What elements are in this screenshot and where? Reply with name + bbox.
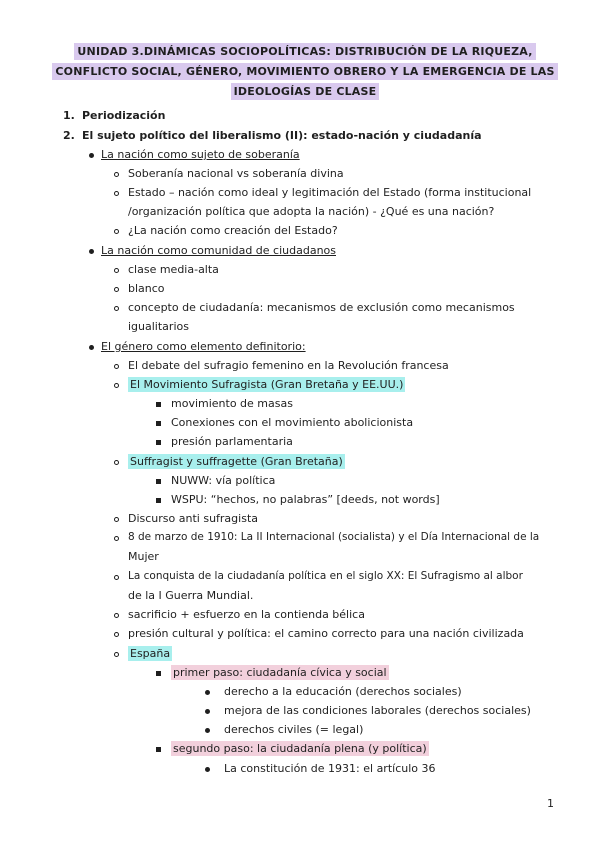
outline-subitem: ¿La nación como creación del Estado? bbox=[128, 224, 338, 237]
outline-subsubitem: movimiento de masas bbox=[171, 397, 293, 410]
outline-subitem: blanco bbox=[128, 282, 165, 295]
bullet-circle bbox=[114, 567, 119, 586]
bullet-disc bbox=[89, 145, 94, 164]
outline-item-1: Periodización bbox=[82, 109, 166, 122]
numbered-marker-1: 1. bbox=[63, 109, 75, 122]
bullet-disc bbox=[89, 337, 94, 356]
bullet-disc bbox=[205, 682, 210, 701]
outline-subitem: concepto de ciudadanía: mecanismos de exclusión como mecanismos bbox=[128, 301, 515, 314]
bullet-circle bbox=[114, 605, 119, 624]
bullet-disc bbox=[205, 759, 210, 778]
outline-level4-item: mejora de las condiciones laborales (derechos sociales) bbox=[224, 704, 531, 717]
bullet-square bbox=[156, 739, 161, 758]
outline-subitem-continued: de la I Guerra Mundial. bbox=[128, 589, 254, 602]
outline-bullet-3: El género como elemento definitorio: bbox=[101, 340, 306, 353]
outline-subitem-highlighted bbox=[128, 375, 405, 394]
outline-subsubitem-highlighted bbox=[171, 663, 389, 682]
highlight-cyan: El Movimiento Sufragista (Gran Bretaña y EE.UU.) bbox=[130, 378, 404, 391]
bullet-circle bbox=[114, 624, 119, 643]
outline-subitem: Discurso anti sufragista bbox=[128, 512, 258, 525]
bullet-circle bbox=[114, 183, 119, 202]
outline-level4-item: derechos civiles (= legal) bbox=[224, 723, 364, 736]
outline-subsubitem: Conexiones con el movimiento abolicionista bbox=[171, 416, 414, 429]
numbered-marker-2: 2. bbox=[63, 129, 75, 142]
highlight-cyan: Suffragist y suffragette (Gran Bretaña) bbox=[130, 455, 343, 468]
outline-level4-item: La constitución de 1931: el artículo 36 bbox=[224, 762, 436, 775]
outline-subsubitem: WSPU: “hechos, no palabras” [deeds, not words] bbox=[171, 493, 440, 506]
bullet-circle bbox=[114, 528, 119, 547]
outline-subitem-continued: Mujer bbox=[128, 550, 159, 563]
outline-subitem: Soberanía nacional vs soberanía divina bbox=[128, 167, 344, 180]
outline-level4-item: derecho a la educación (derechos sociales) bbox=[224, 685, 462, 698]
outline-subsubitem-highlighted bbox=[171, 739, 429, 758]
bullet-square bbox=[156, 663, 161, 682]
outline-subitem: clase media-alta bbox=[128, 263, 219, 276]
outline-subitem: La conquista de la ciudadanía política en el siglo XX: El Sufragismo al albor bbox=[128, 570, 523, 582]
document-title bbox=[50, 42, 560, 102]
bullet-square bbox=[156, 490, 161, 509]
bullet-circle bbox=[114, 452, 119, 471]
bullet-circle bbox=[114, 356, 119, 375]
bullet-circle bbox=[114, 164, 119, 183]
highlight-cyan: España bbox=[130, 647, 171, 660]
outline-subitem: El debate del sufragio femenino en la Revolución francesa bbox=[128, 359, 449, 372]
bullet-circle bbox=[114, 509, 119, 528]
bullet-disc bbox=[205, 720, 210, 739]
bullet-square bbox=[156, 432, 161, 451]
bullet-square bbox=[156, 471, 161, 490]
bullet-square bbox=[156, 394, 161, 413]
bullet-circle bbox=[114, 375, 119, 394]
outline-subitem-continued: /organización política que adopta la nación) - ¿Qué es una nación? bbox=[128, 205, 495, 218]
bullet-disc bbox=[205, 701, 210, 720]
outline-bullet-2: La nación como comunidad de ciudadanos bbox=[101, 244, 336, 257]
bullet-disc bbox=[89, 241, 94, 260]
bullet-circle bbox=[114, 279, 119, 298]
bullet-square bbox=[156, 413, 161, 432]
document-title-text: UNIDAD 3.DINÁMICAS SOCIOPOLÍTICAS: DISTRIBUCIÓN DE LA RIQUEZA, CONFLICTO SOCIAL, GÉNERO, MOVIMIENTO OBRERO Y LA EMERGENCIA DE LAS IDEOLOGÍAS DE CLASE bbox=[52, 43, 557, 100]
outline-subitem-highlighted bbox=[128, 644, 172, 663]
outline-subsubitem: presión parlamentaria bbox=[171, 435, 293, 448]
bullet-circle bbox=[114, 644, 119, 663]
outline-subitem-highlighted bbox=[128, 452, 345, 471]
outline-bullet-1: La nación como sujeto de soberanía bbox=[101, 148, 300, 161]
page-number: 1 bbox=[547, 797, 554, 810]
bullet-circle bbox=[114, 260, 119, 279]
outline-subitem: sacrificio + esfuerzo en la contienda bélica bbox=[128, 608, 365, 621]
outline-subsubitem: NUWW: vía política bbox=[171, 474, 276, 487]
bullet-circle bbox=[114, 221, 119, 240]
outline-subitem-continued: igualitarios bbox=[128, 320, 189, 333]
outline-subitem: Estado – nación como ideal y legitimación del Estado (forma institucional bbox=[128, 186, 532, 199]
outline-subitem: 8 de marzo de 1910: La II Internacional (socialista) y el Día Internacional de la bbox=[128, 531, 540, 543]
highlight-pink: primer paso: ciudadanía cívica y social bbox=[173, 666, 387, 679]
bullet-circle bbox=[114, 298, 119, 317]
outline-subitem: presión cultural y política: el camino correcto para una nación civilizada bbox=[128, 627, 524, 640]
outline-item-2: El sujeto político del liberalismo (II): estado-nación y ciudadanía bbox=[82, 129, 482, 142]
highlight-pink: segundo paso: la ciudadanía plena (y política) bbox=[173, 742, 427, 755]
